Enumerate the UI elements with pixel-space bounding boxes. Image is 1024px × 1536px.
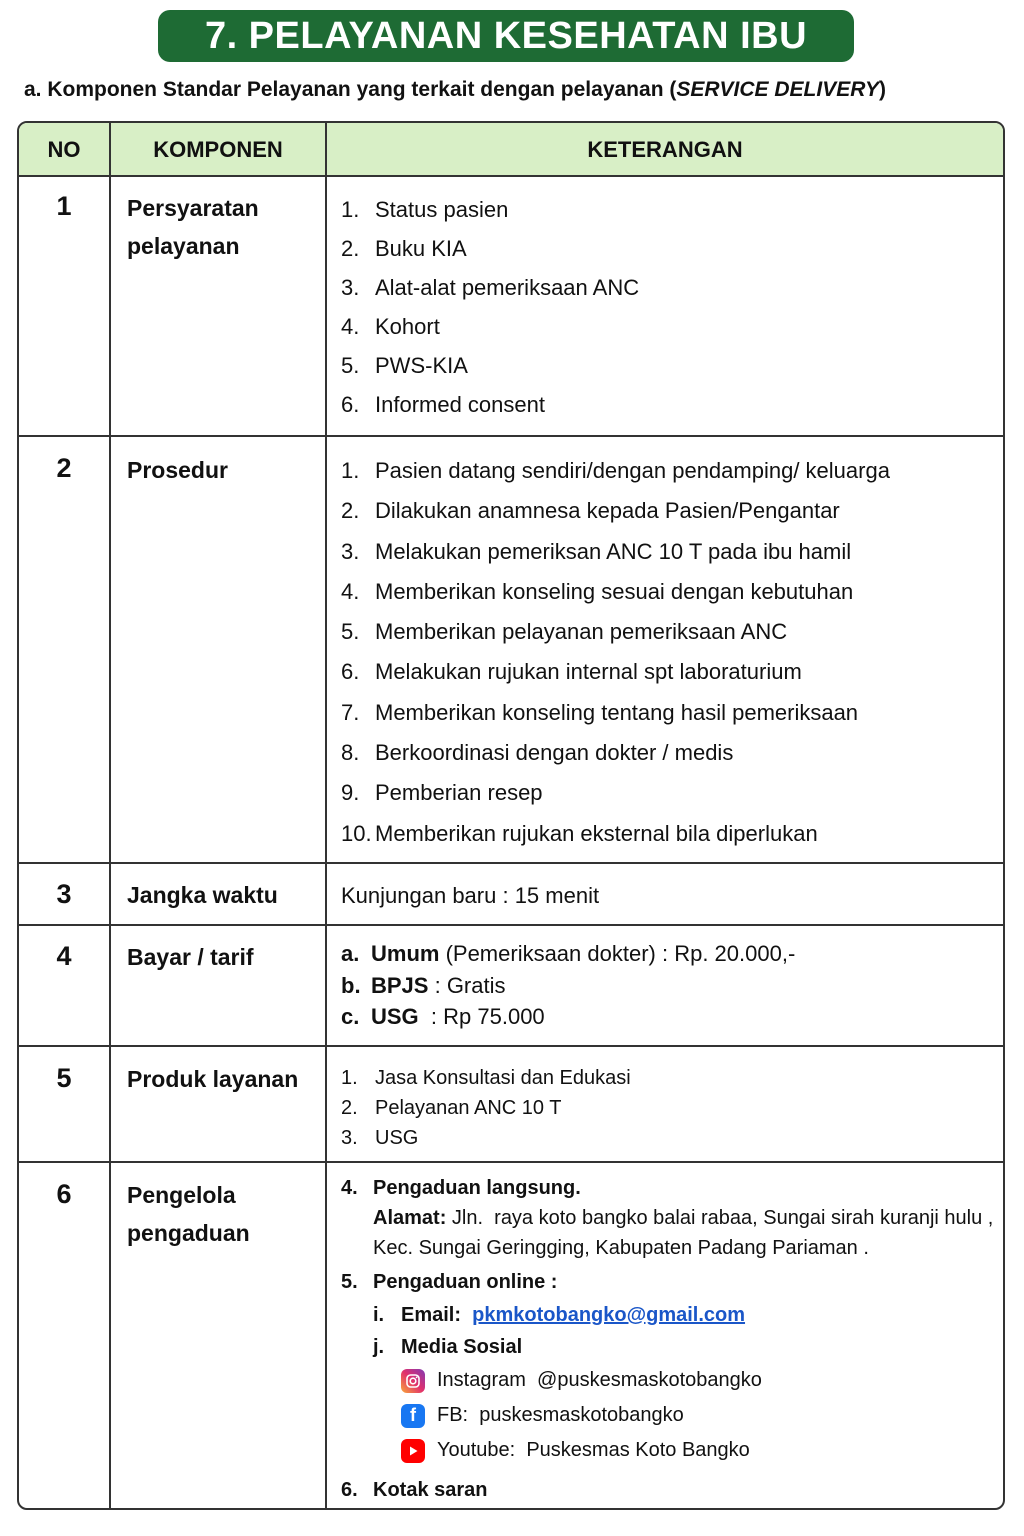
row-number: 5 [56, 1063, 72, 1093]
list-item: 1. Status pasien [341, 197, 509, 222]
address-line: Kec. Sungai Geringging, Kabupaten Padang Pariaman . [373, 1237, 869, 1259]
online-complaint: 5. Pengaduan online : [341, 1271, 558, 1293]
row-number: 2 [56, 453, 72, 483]
row-divider [19, 1045, 1003, 1047]
list-item: 10. Memberikan rujukan eksternal bila diperlukan [341, 820, 818, 846]
requirements-list [341, 190, 991, 424]
list-item: c. USG : Rp 75.000 [341, 1004, 545, 1029]
products-list [341, 1063, 991, 1153]
list-item: 5. PWS-KIA [341, 353, 468, 378]
list-item: 3. Alat-alat pemeriksaan ANC [341, 275, 640, 300]
row-divider [19, 1161, 1003, 1163]
email-link[interactable]: pkmkotobangko@gmail.com [472, 1304, 746, 1326]
list-item: 4. Kohort [341, 314, 440, 339]
list-item: 3. Melakukan pemeriksan ANC 10 T pada ibu hamil [341, 538, 852, 564]
row-divider [19, 862, 1003, 864]
header-no: NO [47, 137, 81, 162]
service-standard-table [17, 121, 1005, 1510]
list-item: 3. USG [341, 1127, 419, 1149]
social-media-heading: j. Media Sosial [373, 1336, 523, 1358]
procedure-list [341, 451, 991, 854]
list-item: 7. Memberikan konseling tentang hasil pemeriksaan [341, 699, 859, 725]
component-name: Jangka waktu [127, 882, 278, 908]
youtube-icon [401, 1439, 425, 1463]
suggestion-box: 6. Kotak saran [341, 1479, 488, 1501]
tariff-list [341, 938, 991, 1033]
list-item: 8. Berkoordinasi dengan dokter / medis [341, 740, 734, 766]
list-item: b. BPJS : Gratis [341, 972, 506, 998]
list-item: 2. Pelayanan ANC 10 T [341, 1097, 562, 1119]
direct-complaint: 4. Pengaduan langsung. [341, 1177, 581, 1199]
component-name: Produk layanan [127, 1066, 299, 1092]
section-subtitle: a. Komponen Standar Pelayanan yang terkait dengan pelayanan (SERVICE DELIVERY) [24, 78, 887, 101]
list-item: 9. Pemberian resep [341, 780, 543, 806]
instagram-row[interactable]: Instagram @puskesmaskotobangko [341, 1363, 991, 1398]
row-number: 1 [56, 191, 72, 221]
row-number: 3 [56, 879, 72, 909]
instagram-icon [401, 1369, 425, 1393]
youtube-row[interactable]: Youtube: Puskesmas Koto Bangko [341, 1433, 991, 1468]
list-item: 6. Melakukan rujukan internal spt laboraturium [341, 659, 802, 685]
component-name: Prosedur [127, 457, 228, 483]
component-name: Pengelola pengaduan [127, 1182, 250, 1246]
address-line: Alamat: Jln. raya koto bangko balai rabaa, Sungai sirah kuranji hulu , [373, 1207, 994, 1229]
list-item: a. Umum (Pemeriksaan dokter) : Rp. 20.000,- [341, 941, 796, 966]
list-item: 5. Memberikan pelayanan pemeriksaan ANC [341, 619, 788, 645]
list-item: 6. Informed consent [341, 392, 545, 417]
row-divider [19, 435, 1003, 437]
list-item: 4. Memberikan konseling sesuai dengan kebutuhan [341, 578, 854, 604]
header-komponen: KOMPONEN [153, 137, 283, 162]
column-divider [109, 123, 111, 1508]
row-number: 6 [56, 1179, 72, 1209]
row-number: 4 [56, 941, 72, 971]
header-keterangan: KETERANGAN [587, 137, 743, 162]
column-divider [325, 123, 327, 1508]
duration-text: Kunjungan baru : 15 menit [341, 883, 600, 908]
facebook-row[interactable]: f FB: puskesmaskotobangko [341, 1398, 991, 1433]
component-name: Bayar / tarif [127, 944, 254, 970]
email-row: i. Email: pkmkotobangko@gmail.com [341, 1299, 991, 1331]
page-title: 7. PELAYANAN KESEHATAN IBU [158, 10, 854, 62]
list-item: 2. Dilakukan anamnesa kepada Pasien/Pengantar [341, 498, 840, 524]
table-header [19, 123, 1003, 177]
row-divider [19, 924, 1003, 926]
list-item: 1. Pasien datang sendiri/dengan pendamping/ keluarga [341, 458, 890, 483]
list-item: 2. Buku KIA [341, 236, 467, 261]
list-item: 1. Jasa Konsultasi dan Edukasi [341, 1067, 631, 1089]
complaint-info [341, 1173, 994, 1508]
facebook-icon: f [401, 1404, 425, 1428]
component-name: Persyaratan pelayanan [127, 195, 259, 259]
